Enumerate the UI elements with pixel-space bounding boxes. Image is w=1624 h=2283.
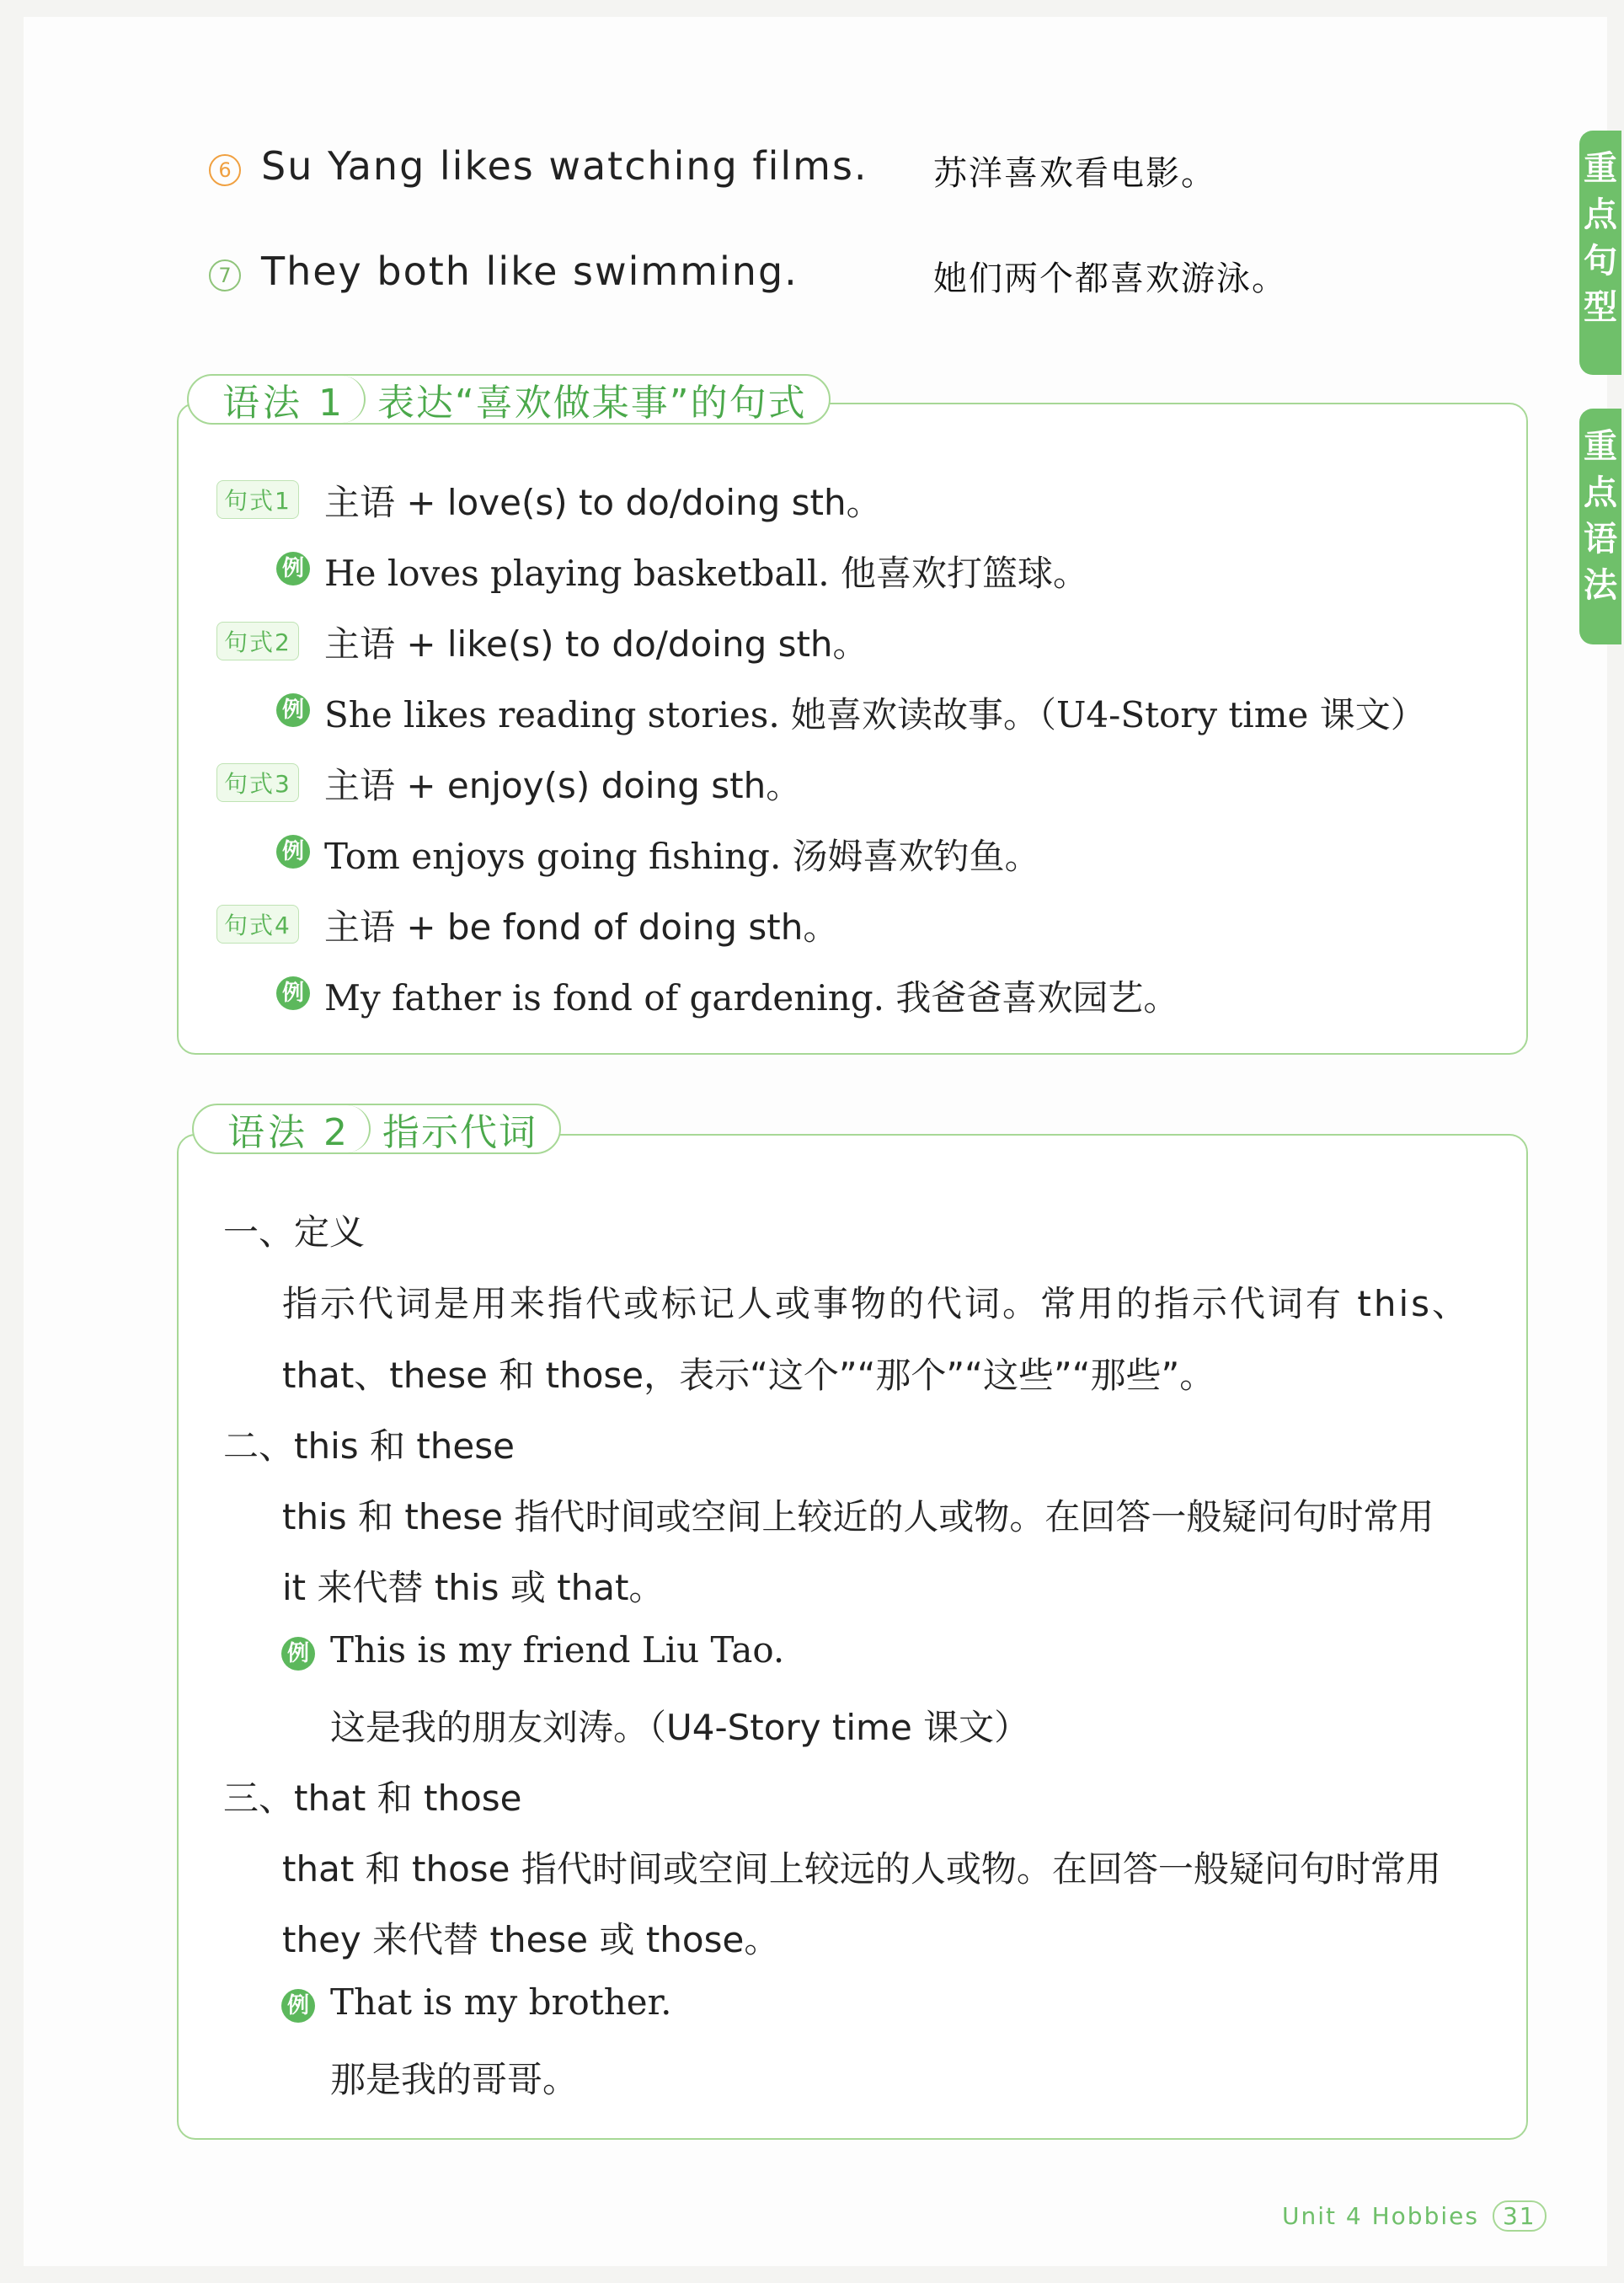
paragraph-line: they 来代替 these 或 those。 bbox=[282, 1919, 780, 1960]
paragraph-line: this 和 these 指代时间或空间上较近的人或物。在回答一般疑问句时常用 bbox=[282, 1496, 1434, 1537]
sentence-english: Su Yang likes watching films. bbox=[261, 143, 868, 189]
sentence-chinese: 苏洋喜欢看电影。 bbox=[933, 154, 1216, 193]
sentence-english: They both like swimming. bbox=[261, 249, 799, 294]
section-heading: 一、定义 bbox=[223, 1211, 366, 1253]
grammar2-title bbox=[192, 1104, 561, 1154]
paragraph-line: that 和 those 指代时间或空间上较远的人或物。在回答一般疑问句时常用 bbox=[282, 1848, 1441, 1890]
example-icon: 例 bbox=[276, 976, 310, 1010]
example-chinese: 那是我的哥哥。 bbox=[330, 2059, 579, 2100]
grammar1-number: 语法 1 bbox=[189, 376, 366, 423]
page-number: 31 bbox=[1493, 2200, 1547, 2232]
sentence-number-6: 6 bbox=[209, 154, 241, 186]
section-heading: 三、that 和 those bbox=[223, 1778, 522, 1819]
pattern-1: 主语 + love(s) to do/doing sth。 bbox=[324, 482, 882, 523]
example-icon: 例 bbox=[276, 693, 310, 727]
example-4: My father is fond of gardening. 我爸爸喜欢园艺。 bbox=[324, 977, 1179, 1019]
section-heading: 二、this 和 these bbox=[223, 1425, 515, 1467]
paragraph-line: 指示代词是用来指代或标记人或事物的代词。常用的指示代词有 this、 bbox=[282, 1283, 1470, 1324]
paragraph-line: it 来代替 this 或 that。 bbox=[282, 1567, 665, 1608]
example-icon: 例 bbox=[276, 835, 310, 869]
pattern-tag-4: 句式4 bbox=[216, 905, 299, 944]
example-icon: 例 bbox=[276, 552, 310, 585]
example-icon: 例 bbox=[281, 1989, 315, 2023]
side-tab-key-sentences[interactable]: 重点句型 bbox=[1579, 131, 1621, 375]
page-footer bbox=[1282, 2200, 1547, 2232]
example-english: This is my friend Liu Tao. bbox=[330, 1629, 785, 1671]
grammar1-heading: 表达“喜欢做某事”的句式 bbox=[377, 382, 807, 425]
pattern-tag-3: 句式3 bbox=[216, 763, 299, 802]
example-2: She likes reading stories. 她喜欢读故事。（U4-Story time 课文） bbox=[324, 694, 1426, 735]
pattern-4: 主语 + be fond of doing sth。 bbox=[324, 906, 839, 948]
grammar2-number: 语法 2 bbox=[194, 1105, 371, 1152]
example-english: That is my brother. bbox=[330, 1981, 672, 2023]
pattern-tag-1: 句式1 bbox=[216, 480, 299, 519]
pattern-2: 主语 + like(s) to do/doing sth。 bbox=[324, 623, 868, 665]
paragraph-line: that、these 和 those，表示“这个”“那个”“这些”“那些”。 bbox=[282, 1355, 1215, 1396]
example-icon: 例 bbox=[281, 1637, 315, 1671]
example-1: He loves playing basketball. 他喜欢打篮球。 bbox=[324, 553, 1088, 594]
unit-label: Unit 4 Hobbies bbox=[1282, 2202, 1479, 2230]
side-tab-key-grammar[interactable]: 重点语法 bbox=[1579, 409, 1621, 644]
sentence-chinese: 她们两个都喜欢游泳。 bbox=[933, 259, 1287, 298]
sentence-number-7: 7 bbox=[209, 259, 241, 291]
pattern-tag-2: 句式2 bbox=[216, 622, 299, 660]
grammar1-title bbox=[187, 374, 831, 425]
example-3: Tom enjoys going fishing. 汤姆喜欢钓鱼。 bbox=[324, 836, 1040, 877]
grammar2-heading: 指示代词 bbox=[382, 1111, 537, 1154]
example-chinese: 这是我的朋友刘涛。（U4-Story time 课文） bbox=[330, 1707, 1030, 1748]
pattern-3: 主语 + enjoy(s) doing sth。 bbox=[324, 765, 802, 806]
